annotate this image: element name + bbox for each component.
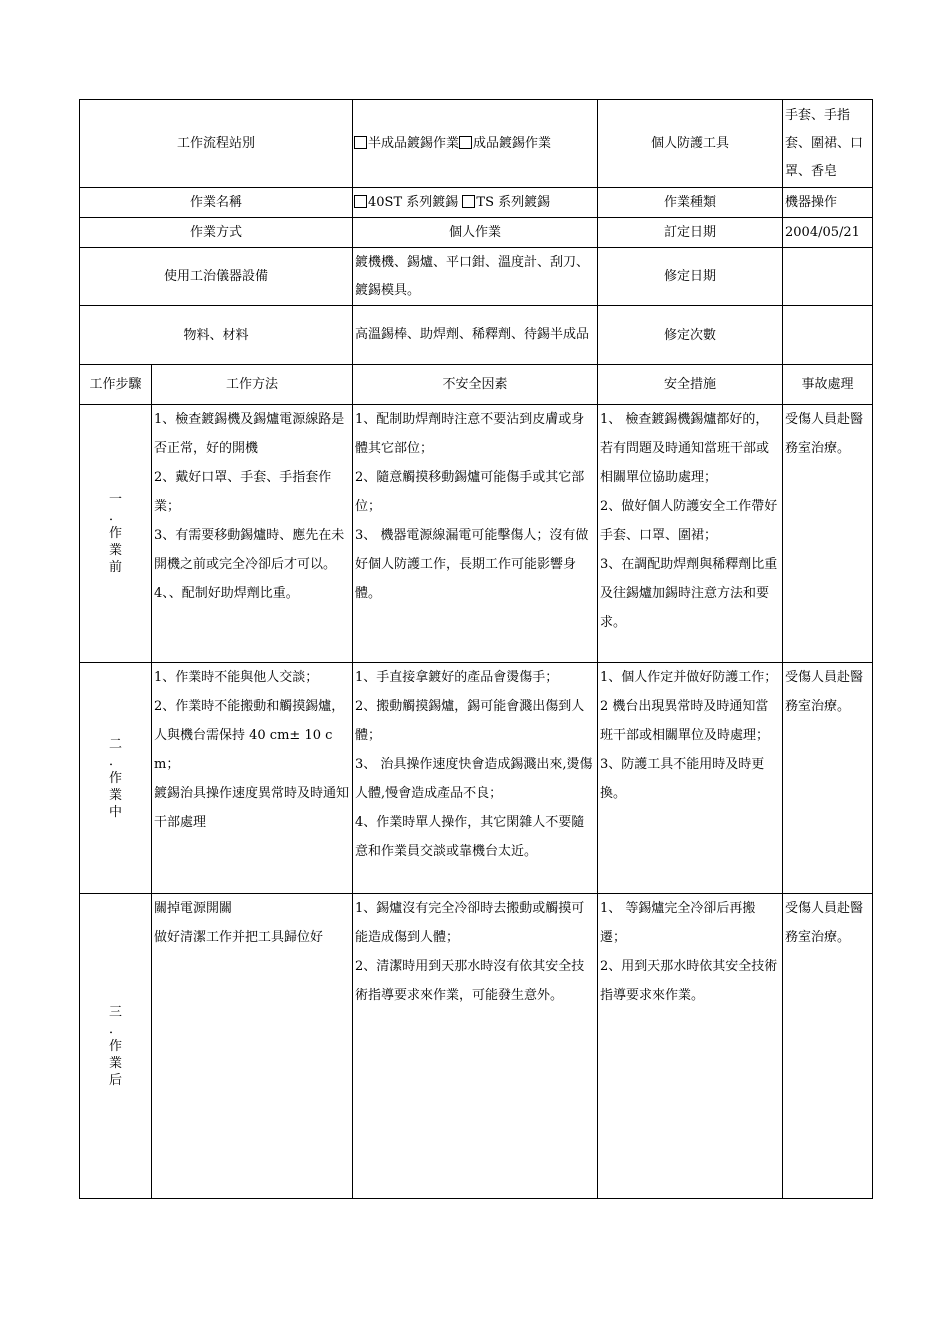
checkbox-ts[interactable] (462, 195, 475, 208)
column-header-row (80, 365, 873, 405)
step-label-char: 一 (108, 492, 122, 507)
equipment-row (80, 248, 873, 306)
step-label-char: 業 (108, 1055, 122, 1071)
step-label-text (82, 736, 149, 821)
step-method: 1、作業時不能與他人交談； 2、作業時不能搬動和觸摸錫爐，人與機台需保持 40 cm± 10 cm； 鍍錫治具操作速度異常時及時通知干部處理 (152, 663, 353, 894)
step-label-char: 作 (108, 526, 122, 541)
step-hazard: 1、配制助焊劑時注意不要沾到皮膚或身體其它部位； 2、隨意觸摸移動錫爐可能傷手或其它部位； 3、 機器電源線漏電可能擊傷人；沒有做好個人防護工作，長期工作可能影響身體。 (353, 405, 598, 663)
checkbox-40st[interactable] (354, 195, 367, 208)
step-hazard: 1、錫爐沒有完全冷卻時去搬動或觸摸可能造成傷到人體； 2、清潔時用到天那水時沒有依其安全技術指導要求來作業，可能發生意外。 (353, 894, 598, 1199)
column-hazard: 不安全因素 (353, 365, 598, 405)
step-label-char: 作 (108, 770, 122, 786)
job-name-options (353, 188, 598, 218)
step-label (80, 894, 152, 1199)
materials-row (80, 306, 873, 365)
step-accident: 受傷人員赴醫務室治療。 (783, 663, 873, 894)
station-label: 工作流程站別 (80, 100, 353, 188)
job-type-value: 機器操作 (783, 188, 873, 218)
step-accident: 受傷人員赴醫務室治療。 (783, 405, 873, 663)
step-measure: 1、個人作定并做好防護工作； 2 機台出現異常時及時通知當班干部或相關單位及時處理； 3、防護工具不能用時及時更換。 (598, 663, 783, 894)
column-measure: 安全措施 (598, 365, 783, 405)
step-label-char: 業 (108, 787, 122, 803)
step-label (80, 663, 152, 894)
option-40st: 40ST 系列鍍錫 (368, 195, 463, 210)
revise-count-value (783, 306, 873, 365)
ppe-value: 手套、手指套、圍裙、口罩、香皂 (783, 100, 873, 188)
step-label-text (82, 491, 149, 576)
column-method: 工作方法 (152, 365, 353, 405)
step-label-char: 二 (108, 736, 122, 752)
equipment-value: 鍍機機、錫爐、平口鉗、溫度計、刮刀、鍍錫模具。 (353, 248, 598, 306)
column-accident: 事故處理 (783, 365, 873, 405)
station-options (353, 100, 598, 188)
step-label-text (82, 1004, 149, 1089)
step-label-char: 三 (108, 1004, 122, 1020)
ppe-label: 個人防護工具 (598, 100, 783, 188)
step-measure: 1、 等錫爐完全冷卻后再搬遷； 2、用到天那水時依其安全技術指導要求來作業。 (598, 894, 783, 1199)
option-ts: TS 系列鍍錫 (476, 195, 551, 210)
checkbox-finished[interactable] (459, 136, 472, 149)
materials-value: 高溫錫棒、助焊劑、稀釋劑、待錫半成品 (353, 306, 598, 365)
step-measure: 1、 檢查鍍錫機錫爐都好的，若有問題及時通知當班干部或相關單位協助處理； 2、做好個人防護安全工作帶好手套、口罩、圍裙； 3、在調配助焊劑與稀釋劑比重及往錫爐加錫時注意方法和要求。 (598, 405, 783, 663)
step-accident: 受傷人員赴醫務室治療。 (783, 894, 873, 1199)
equipment-label: 使用工治儀器設備 (80, 248, 353, 306)
step-label-char: 作 (108, 1038, 122, 1054)
method-row (80, 218, 873, 248)
job-name-label: 作業名稱 (80, 188, 353, 218)
station-row (80, 100, 873, 188)
set-date-label: 訂定日期 (598, 218, 783, 248)
step-label (80, 405, 152, 663)
revise-count-label: 修定次數 (598, 306, 783, 365)
step-label-char: 前 (108, 560, 122, 575)
step-label-char: 后 (108, 1072, 122, 1088)
step-label-char: 中 (108, 804, 122, 820)
option-semi-finished: 半成品鍍錫作業 (368, 136, 460, 151)
step-label-char: 業 (108, 543, 122, 558)
step-row-before (80, 405, 873, 663)
method-label: 作業方式 (80, 218, 353, 248)
step-label-char: ． (108, 753, 122, 769)
method-value: 個人作業 (353, 218, 598, 248)
column-step: 工作步驟 (80, 365, 152, 405)
checkbox-semi-finished[interactable] (354, 136, 367, 149)
revise-date-label: 修定日期 (598, 248, 783, 306)
set-date-value: 2004/05/21 (783, 218, 873, 248)
materials-label: 物料、材料 (80, 306, 353, 365)
job-name-row (80, 188, 873, 218)
revise-date-value (783, 248, 873, 306)
step-method: 關掉電源開關 做好清潔工作并把工具歸位好 (152, 894, 353, 1199)
safety-procedure-form (79, 99, 872, 1199)
step-row-during (80, 663, 873, 894)
procedure-table (79, 99, 873, 1199)
step-method: 1、檢查鍍錫機及錫爐電源線路是否正常，好的開機 2、戴好口罩、手套、手指套作業； 3、有需要移動錫爐時、應先在未開機之前或完全冷卻后才可以。 4、、配制好助焊劑比重。 (152, 405, 353, 663)
option-finished: 成品鍍錫作業 (473, 136, 552, 151)
step-row-after (80, 894, 873, 1199)
step-label-char: ． (108, 1021, 122, 1037)
step-hazard: 1、手直接拿鍍好的產品會燙傷手； 2、搬動觸摸錫爐，錫可能會濺出傷到人體； 3、 治具操作速度快會造成錫濺出來,燙傷人體,慢會造成產品不良； 4、作業時單人操作，其它閑雜人不要隨意和作業員交談或靠機台太近。 (353, 663, 598, 894)
step-label-char: ． (108, 509, 122, 524)
job-type-label: 作業種類 (598, 188, 783, 218)
